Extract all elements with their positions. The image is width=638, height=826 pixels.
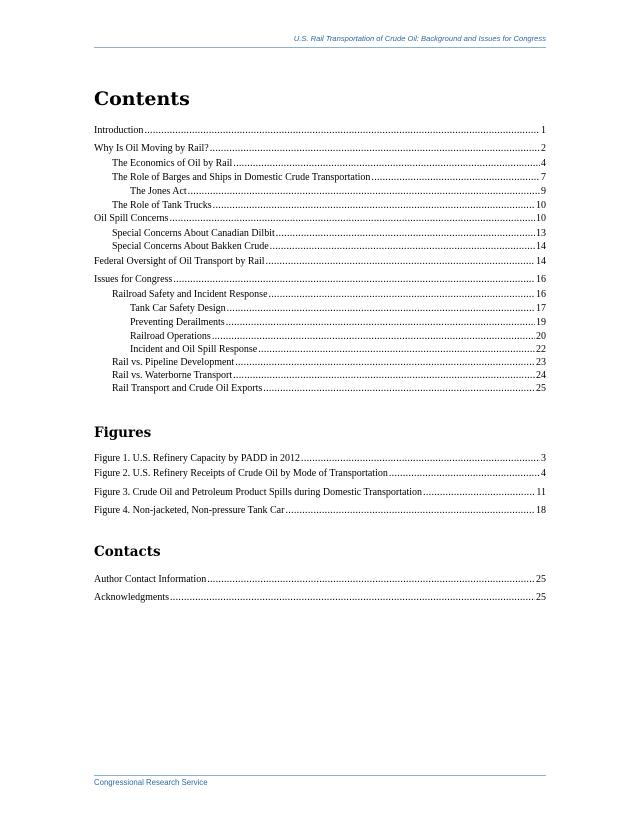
toc-entry-page: 19	[536, 317, 546, 328]
toc-entry[interactable]	[112, 227, 546, 240]
toc-entry-label: Federal Oversight of Oil Transport by Rail	[94, 256, 265, 267]
toc-entry-page: 24	[536, 370, 546, 381]
toc-entry[interactable]	[130, 302, 546, 315]
toc-entry-page: 3	[541, 453, 546, 464]
toc-entry[interactable]	[94, 124, 546, 137]
dot-leader	[144, 124, 540, 137]
dot-leader	[269, 288, 535, 301]
toc-entry[interactable]	[94, 255, 546, 268]
toc-entry-label: Author Contact Information	[94, 574, 207, 585]
toc-entry-page: 10	[536, 213, 546, 224]
toc-entry-page: 7	[541, 172, 546, 183]
header-rule	[94, 47, 546, 48]
toc-entry-page: 25	[536, 574, 546, 585]
toc-entry[interactable]	[94, 573, 546, 586]
toc-entry-label: The Economics of Oil by Rail	[112, 158, 233, 169]
dot-leader	[207, 573, 535, 586]
toc-entry[interactable]	[94, 142, 546, 155]
contents-title: Contents	[94, 88, 190, 110]
toc-entry-page: 22	[536, 344, 546, 355]
toc-entry-label: Incident and Oil Spill Response	[130, 344, 258, 355]
toc-entry-label: Rail Transport and Crude Oil Exports	[112, 383, 263, 394]
dot-leader	[389, 467, 540, 480]
dot-leader	[276, 227, 535, 240]
toc-entry[interactable]	[130, 316, 546, 329]
toc-entry-page: 17	[536, 303, 546, 314]
toc-entry-page: 11	[536, 487, 546, 498]
toc-entry-label: Special Concerns About Canadian Dilbit	[112, 228, 275, 239]
toc-entry-page: 14	[536, 241, 546, 252]
toc-entry[interactable]	[112, 382, 546, 395]
dot-leader	[371, 171, 540, 184]
toc-entry-page: 10	[536, 200, 546, 211]
dot-leader	[188, 185, 540, 198]
figures-title: Figures	[94, 425, 152, 441]
toc-entry-page: 14	[536, 256, 546, 267]
toc-entry-label: Rail vs. Pipeline Development	[112, 357, 235, 368]
dot-leader	[173, 273, 535, 286]
toc-entry-page: 16	[536, 274, 546, 285]
toc-entry-label: Tank Car Safety Design	[130, 303, 226, 314]
dot-leader	[235, 356, 535, 369]
toc-entry-label: Acknowledgments	[94, 592, 169, 603]
toc-entry-page: 25	[536, 592, 546, 603]
toc-entry[interactable]	[94, 591, 546, 604]
dot-leader	[227, 302, 535, 315]
dot-leader	[301, 452, 540, 465]
footer-rule	[94, 775, 546, 776]
toc-entry-label: Figure 3. Crude Oil and Petroleum Product Spills during Domestic Transportation	[94, 487, 423, 498]
dot-leader	[258, 343, 535, 356]
dot-leader	[213, 199, 535, 212]
dot-leader	[170, 591, 535, 604]
toc-entry[interactable]	[130, 343, 546, 356]
toc-entry-label: Rail vs. Waterborne Transport	[112, 370, 233, 381]
dot-leader	[270, 240, 535, 253]
toc-entry-page: 13	[536, 228, 546, 239]
toc-entry-label: Railroad Safety and Incident Response	[112, 289, 268, 300]
toc-entry[interactable]	[130, 185, 546, 198]
dot-leader	[210, 142, 540, 155]
toc-entry-page: 4	[541, 158, 546, 169]
toc-entry[interactable]	[130, 330, 546, 343]
toc-entry-label: Figure 4. Non-jacketed, Non-pressure Tank Car	[94, 505, 285, 516]
toc-entry-label: Introduction	[94, 125, 144, 136]
toc-entry[interactable]	[112, 288, 546, 301]
contacts-title: Contacts	[94, 544, 161, 560]
toc-entry-label: Oil Spill Concerns	[94, 213, 169, 224]
toc-entry-label: The Role of Barges and Ships in Domestic Crude Transportation	[112, 172, 371, 183]
dot-leader	[233, 157, 540, 170]
toc-entry[interactable]	[112, 240, 546, 253]
toc-entry-label: Issues for Congress	[94, 274, 173, 285]
toc-entry-label: Why Is Oil Moving by Rail?	[94, 143, 209, 154]
toc-entry-page: 9	[541, 186, 546, 197]
toc-entry-page: 25	[536, 383, 546, 394]
dot-leader	[169, 212, 535, 225]
toc-entry[interactable]	[112, 157, 546, 170]
toc-entry-page: 23	[536, 357, 546, 368]
toc-entry-label: Figure 1. U.S. Refinery Capacity by PADD in 2012	[94, 453, 301, 464]
toc-entry-label: Preventing Derailments	[130, 317, 225, 328]
toc-entry-label: Special Concerns About Bakken Crude	[112, 241, 269, 252]
toc-entry[interactable]	[112, 369, 546, 382]
toc-entry[interactable]	[112, 171, 546, 184]
dot-leader	[212, 330, 535, 343]
running-header: U.S. Rail Transportation of Crude Oil: Background and Issues for Congress	[293, 34, 546, 43]
toc-entry-page: 16	[536, 289, 546, 300]
dot-leader	[226, 316, 535, 329]
toc-entry-page: 2	[541, 143, 546, 154]
toc-entry[interactable]	[112, 356, 546, 369]
dot-leader	[285, 504, 535, 517]
toc-entry[interactable]	[94, 212, 546, 225]
footer-text: Congressional Research Service	[94, 778, 208, 787]
toc-entry[interactable]	[94, 273, 546, 286]
dot-leader	[423, 486, 535, 499]
toc-entry-page: 1	[541, 125, 546, 136]
toc-entry[interactable]	[94, 504, 546, 517]
toc-entry-label: Figure 2. U.S. Refinery Receipts of Crude Oil by Mode of Transportation	[94, 468, 388, 479]
toc-entry[interactable]	[94, 452, 546, 465]
toc-entry-label: Railroad Operations	[130, 331, 211, 342]
dot-leader	[263, 382, 535, 395]
toc-entry-label: The Jones Act	[130, 186, 187, 197]
toc-entry[interactable]	[112, 199, 546, 212]
toc-entry-label: The Role of Tank Trucks	[112, 200, 212, 211]
toc-entry-page: 20	[536, 331, 546, 342]
toc-entry-page: 18	[536, 505, 546, 516]
toc-entry[interactable]	[94, 486, 546, 499]
toc-entry[interactable]	[94, 467, 546, 480]
dot-leader	[266, 255, 535, 268]
toc-entry-page: 4	[541, 468, 546, 479]
dot-leader	[233, 369, 535, 382]
